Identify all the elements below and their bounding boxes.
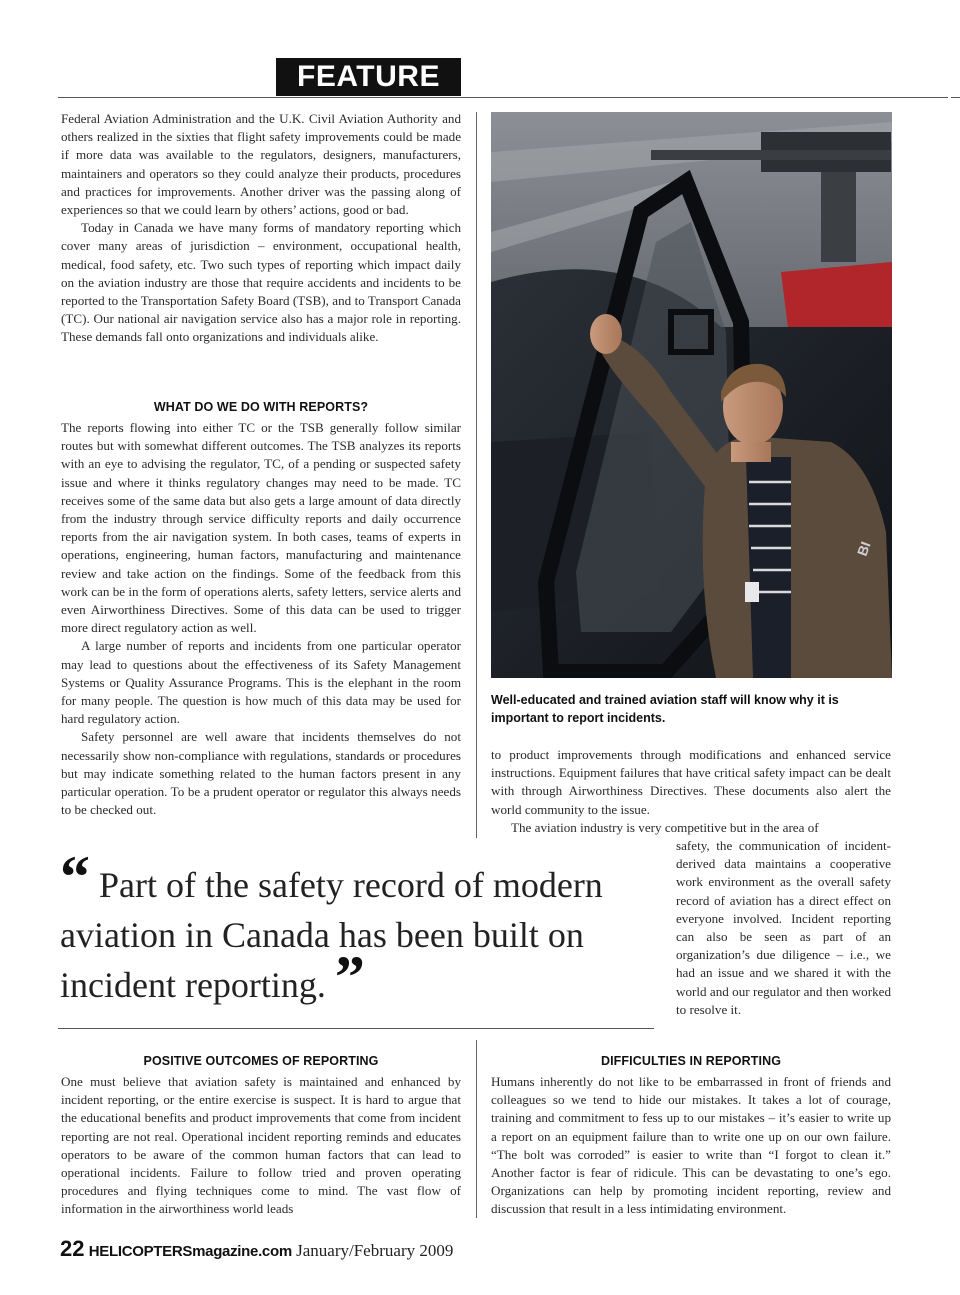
pull-quote bbox=[60, 844, 650, 1010]
left-what-text bbox=[61, 419, 461, 819]
right-mid-paragraph-2: The aviation industry is very competitive but in the area of bbox=[511, 819, 819, 835]
right-difficulties-text: Humans inherently do not like to be embarrassed in front of friends and colleagues so we tend to hide our mistakes. It takes a lot of courage, training and commitment to fess up to our mistakes – it’s easier to write up a report on an equipment failure than to write one up on our own failure. “The bolt was corroded” is easier to write than “I forgot to clean it.” Another factor is fear of ridicule. This can be devastating to one’s ego. Organizations can help by promoting incident reporting, review and discussion that result in a less intimidating environment. bbox=[491, 1074, 891, 1217]
page-footer bbox=[60, 1236, 453, 1262]
what-paragraph-3: Safety personnel are well aware that incidents themselves do not necessarily show non-compliance with regulations, standards or procedures but may indicate something related to the human factors present in any particular operation. To be a prudent operator or regulator this always needs to be checked out. bbox=[61, 729, 461, 818]
page-number: 22 bbox=[60, 1236, 85, 1261]
heading-what-do-we-do: WHAT DO WE DO WITH REPORTS? bbox=[153, 400, 369, 414]
top-rule bbox=[58, 97, 948, 98]
photo-caption: Well-educated and trained aviation staff will know why it is important to report incidents. bbox=[491, 693, 839, 725]
what-paragraph-1: The reports flowing into either TC or the TSB generally follow similar routes but with somewhat different outcomes. The TSB analyzes its reports with an eye to advising the regulator, TC, of a pending or suspected safety issue and where it thinks regulatory changes may need to be made. TC receives some of the same data but also gets a large amount of data directly from the industry through service difficulty reports and daily occurrence reports from the air navigation system. In both cases, teams of experts in operations, engineering, human factors, manufacturing and maintenance review and take action on the findings. Some of the feedback from this work can be in the form of operations alerts, safety letters, service alerts and even Airworthiness Directives. Some of this data can be used to trigger more direct regulatory action as well. bbox=[61, 420, 461, 636]
left-intro-text bbox=[61, 110, 461, 347]
pull-quote-rule bbox=[58, 1028, 654, 1029]
right-narrow-text: safety, the communication of incident-derived data maintains a cooperative work environment as the overall safety record of aviation has a direct effect on everyone involved. Incident reporting can also be seen as part of an organization’s due diligence – i.e., we had an issue and we shared it with the world and our regulator and then worked to resolve it. bbox=[676, 838, 891, 1017]
column-divider-lower bbox=[476, 1040, 477, 1218]
section-banner: FEATURE bbox=[276, 58, 461, 96]
photo-illustration bbox=[491, 112, 892, 678]
intro-paragraph-2: Today in Canada we have many forms of mandatory reporting which cover many areas of jurisdiction – environment, occupational health, medical, food safety, etc. Two such types of reporting which impact daily on the aviation industry are those that require accidents and incidents to be reported to the Transportation Safety Board (TSB), and to Transport Canada (TC). Our national air navigation service also has a major role in reporting. These demands fall onto organizations and individuals alike. bbox=[61, 220, 461, 345]
top-rule-tick bbox=[951, 97, 960, 98]
pull-quote-open-mark: “ bbox=[60, 844, 90, 910]
photo-sleeve-lettering: BI bbox=[853, 539, 874, 559]
left-positive-text: One must believe that aviation safety is maintained and enhanced by incident reporting, or the entire exercise is suspect. It is hard to argue that the educational benefits and product improvements that come from incident reporting are not real. Operational incident reporting reminds and educates operators to be aware of the common human factors that can lead to operational incidents. Failure to follow tried and proven operating procedures and flying techniques come to mind. The vast flow of information in the airworthiness world leads bbox=[61, 1074, 461, 1217]
column-divider-upper bbox=[476, 112, 477, 838]
helicopter-staff-photo bbox=[491, 112, 892, 678]
heading-difficulties: DIFFICULTIES IN REPORTING bbox=[600, 1054, 782, 1068]
magazine-url: HELICOPTERSmagazine.com bbox=[88, 1243, 292, 1260]
what-paragraph-2: A large number of reports and incidents from one particular operator may lead to questions about the effectiveness of its Safety Management Systems or Quality Assurance Programs. This is the elephant in the room for many people. The question is how much of this data may be used for hard regulatory action. bbox=[61, 638, 461, 727]
right-mid-paragraph-1: to product improvements through modifications and enhanced service instructions. Equipment failures that have critical safety impact can be dealt with through Airworthiness Directives. These documents also alert the world community to the issue. bbox=[491, 747, 891, 817]
intro-paragraph-1: Federal Aviation Administration and the U.K. Civil Aviation Authority and others realized in the sixties that flight safety improvements could be made if more data was available to the regulators, designers, manufacturers, maintainers and operators so they could analyze their products, procedures and practices for improvements. Another driver was the passing along of experiences so that we could learn by others’ actions, good or bad. bbox=[61, 111, 461, 218]
heading-positive-outcomes: POSITIVE OUTCOMES OF REPORTING bbox=[143, 1054, 379, 1068]
pull-quote-close-mark: ” bbox=[334, 944, 365, 1010]
pull-quote-text: Part of the safety record of modern aviation in Canada has been built on incident reporting. bbox=[60, 865, 603, 1005]
issue-date: January/February 2009 bbox=[296, 1241, 454, 1260]
right-mid-text bbox=[491, 746, 891, 837]
